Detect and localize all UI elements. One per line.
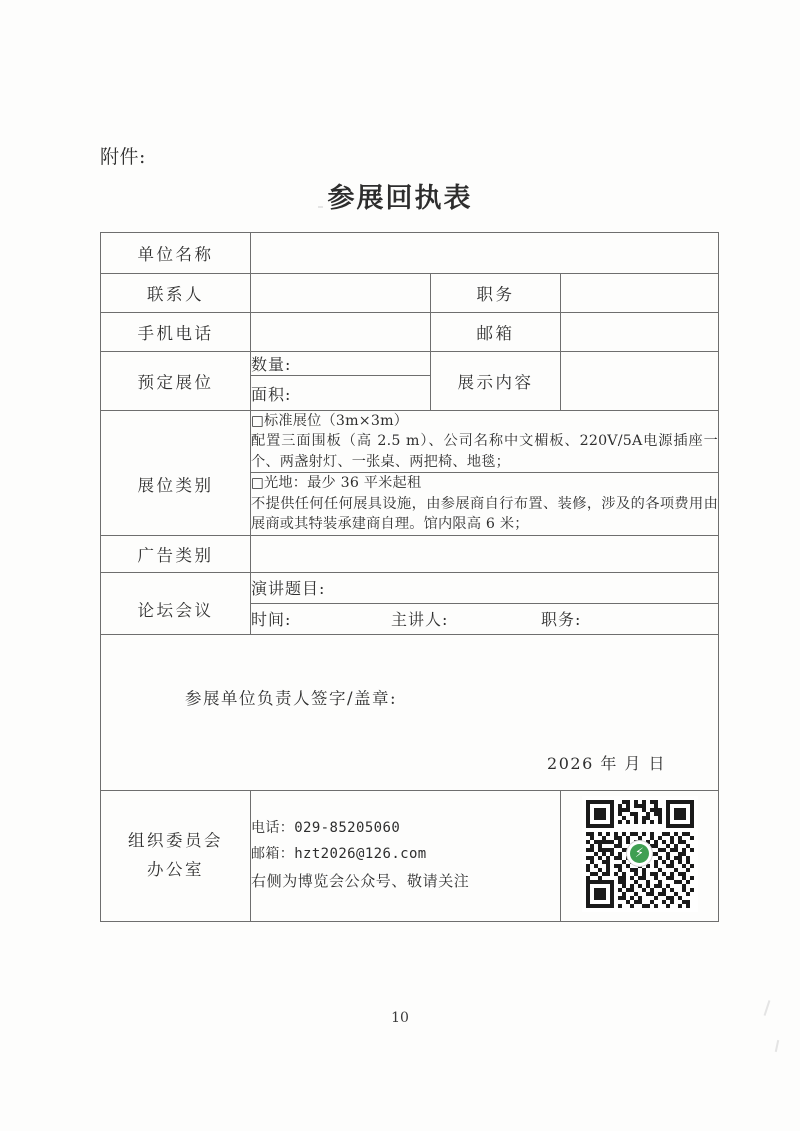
label-booth-reservation: 预定展位 [101,352,251,411]
label-forum-speaker: 主讲人: [391,610,449,630]
table-row-forum-topic [101,572,719,603]
checkbox-standard-booth[interactable]: □ [251,413,264,429]
input-booth-area[interactable]: 面积: [251,376,431,411]
organizing-committee-line2: 办公室 [147,859,204,879]
label-contact-person: 联系人 [101,274,251,313]
label-position: 职务 [431,274,561,313]
qr-code-cell [561,790,719,921]
label-booth-type: 展位类别 [101,411,251,536]
input-company-name[interactable] [251,233,719,274]
table-row-company-name [101,233,719,274]
option-standard-booth-heading: 标准展位（3m×3m） [263,413,409,429]
contact-info [251,790,561,921]
table-row-booth-type-standard [101,411,719,473]
label-forum-speaker-position: 职务: [541,610,582,630]
table-row-contact-person [101,274,719,313]
contact-email: 邮箱：hzt2026@126.com [251,845,427,862]
page-title: 参展回执表 [327,183,473,214]
label-mobile-phone: 手机电话 [101,313,251,352]
table-row-booth-quantity [101,352,719,376]
qr-code [582,796,698,912]
qr-note: 右侧为博览会公众号、敬请关注 [251,871,470,890]
attachment-label: 附件: [100,146,146,168]
organizing-committee-line1: 组织委员会 [128,830,223,850]
table-row-footer-contact [101,790,719,921]
contact-phone: 电话：029-85205060 [251,819,401,836]
organizing-committee-label [101,790,251,921]
input-speech-topic[interactable]: 演讲题目: [251,572,719,603]
option-raw-space-detail: 不提供任何任何展具设施，由参展商自行布置、装修，涉及的各项费用由展商或其特装承建商自理。馆内限高 6 米； [251,495,719,533]
lightning-bolt-icon: ⚡ [634,846,645,862]
label-company-name: 单位名称 [101,233,251,274]
registration-receipt-table [100,232,719,922]
option-standard-booth-detail: 配置三面围板（高 2.5 m）、公司名称中文楣板、220V/5A电源插座一个、两盏射灯、一张桌、两把椅、地毯； [251,433,719,470]
scan-speck [318,206,323,208]
table-row-mobile-phone [101,313,719,352]
table-row-signature [101,634,719,790]
signature-label: 参展单位负责人签字/盖章: [185,688,398,708]
option-standard-booth[interactable] [251,411,719,473]
signature-area[interactable] [101,634,719,790]
label-forum: 论坛会议 [101,572,251,634]
label-forum-time: 时间: [251,610,292,630]
input-mobile-phone[interactable] [251,313,431,352]
option-raw-space-heading: 光地：最少 36 平米起租 [263,475,422,492]
scan-speck [775,1040,779,1052]
label-display-content: 展示内容 [431,352,561,411]
checkbox-raw-space[interactable]: □ [251,475,264,492]
label-email: 邮箱 [431,313,561,352]
signature-date: 2026 年 月 日 [547,753,667,773]
page-number: 10 [391,1010,409,1026]
input-email[interactable] [561,313,719,352]
option-raw-space[interactable] [251,473,719,535]
input-contact-person[interactable] [251,274,431,313]
input-ad-type[interactable] [251,535,719,572]
input-booth-quantity[interactable]: 数量: [251,352,431,376]
table-row-ad-type [101,535,719,572]
input-position[interactable] [561,274,719,313]
label-ad-type: 广告类别 [101,535,251,572]
qr-center-logo [626,840,653,867]
input-display-content[interactable] [561,352,719,411]
input-forum-details[interactable] [251,603,719,634]
